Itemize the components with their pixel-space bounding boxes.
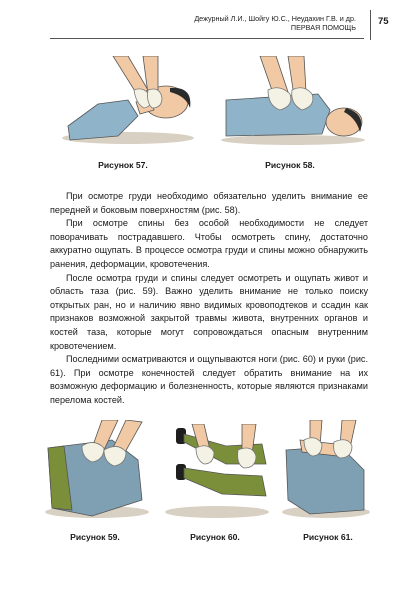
neck-palpation-illustration — [58, 56, 198, 146]
figure-59 — [42, 420, 152, 520]
header-book-title: ПЕРВАЯ ПОМОЩЬ — [290, 23, 356, 32]
paragraph-3: После осмотра груди и спины следует осмотреть и ощупать живот и область таза (рис. 59). Важно уделить внимание не только поиску открытых ран, но и наличию явно видимых кровоподтеков и ссадин как признаков возможной закрытой травмы живота, внутренних органов и костей таза, которые могут сопровождаться опасным внутренним кровотечением. — [50, 272, 368, 351]
figure-58 — [218, 56, 368, 146]
paragraph-4: Последними осматриваются и ощупываются ноги (рис. 60) и руки (рис. 61). При осмотре конечностей следует обратить внимание на их возможную деформацию и болезненность, которые являются признаками перелома костей. — [50, 354, 368, 405]
legs-palpation-illustration — [162, 424, 272, 520]
header-divider — [370, 10, 371, 40]
chest-palpation-illustration — [218, 56, 368, 146]
header-authors: Дежурный Л.И., Шойгу Ю.С., Неудахин Г.В. и др. — [194, 14, 356, 23]
header-rule — [50, 38, 364, 39]
figure-60 — [162, 424, 272, 520]
figure-57 — [58, 56, 198, 146]
running-header — [106, 14, 356, 32]
paragraph-2: При осмотре спины без особой необходимости не следует поворачивать пострадавшего. Чтобы осмотреть спину, достаточно аккуратно ощупать. В процессе осмотра груди и спины можно обнаружить ранения, деформации, кровотечения. — [50, 218, 368, 269]
figure-58-caption: Рисунок 58. — [265, 160, 315, 170]
arms-palpation-illustration — [280, 420, 372, 520]
page-number: 75 — [378, 16, 389, 27]
figure-57-caption: Рисунок 57. — [98, 160, 148, 170]
figure-61-caption: Рисунок 61. — [303, 532, 353, 542]
figure-59-caption: Рисунок 59. — [70, 532, 120, 542]
abdomen-pelvis-palpation-illustration — [42, 420, 152, 520]
paragraph-1: При осмотре груди необходимо обязательно уделить внимание ее передней и боковым поверхностям (рис. 58). — [50, 191, 368, 215]
figure-61 — [280, 420, 372, 520]
body-text — [50, 190, 368, 408]
figure-60-caption: Рисунок 60. — [190, 532, 240, 542]
